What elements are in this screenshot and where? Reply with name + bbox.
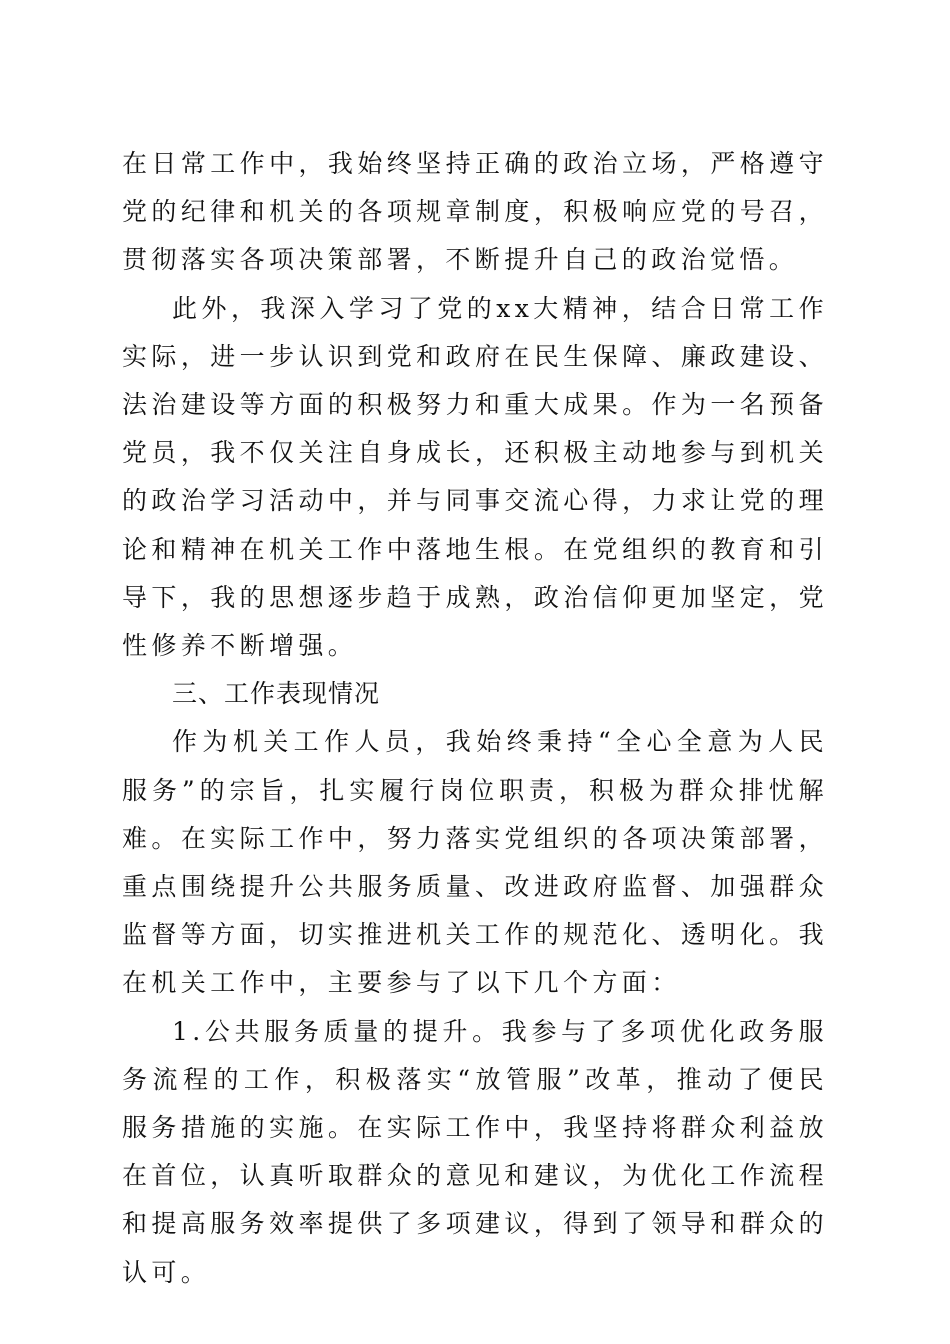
paragraph-public-service: 1.公共服务质量的提升。我参与了多项优化政务服务流程的工作，积极落实“放管服”改革，推动了便民服务措施的实施。在实际工作中，我坚持将群众利益放在首位，认真听取群众的意见和建议，为优化工作流程和提高服务效率提供了多项建议，得到了领导和群众的认可。 xyxy=(122,1016,828,1287)
paragraph-work-performance: 作为机关工作人员，我始终秉持“全心全意为人民服务”的宗旨，扎实履行岗位职责，积极为群众排忧解难。在实际工作中，努力落实党组织的各项决策部署，重点围绕提升公共服务质量、改进政府监督、加强群众监督等方面，切实推进机关工作的规范化、透明化。我在机关工作中，主要参与了以下几个方面： xyxy=(122,727,828,998)
paragraph-political-stance: 在日常工作中，我始终坚持正确的政治立场，严格遵守党的纪律和机关的各项规章制度，积极响应党的号召，贯彻落实各项决策部署，不断提升自己的政治觉悟。 xyxy=(122,149,828,275)
document-body xyxy=(122,140,828,1297)
paragraph-study: 此外，我深入学习了党的xx大精神，结合日常工作实际，进一步认识到党和政府在民生保障、廉政建设、法治建设等方面的积极努力和重大成果。作为一名预备党员，我不仅关注自身成长，还积极主动地参与到机关的政治学习活动中，并与同事交流心得，力求让党的理论和精神在机关工作中落地生根。在党组织的教育和引导下，我的思想逐步趋于成熟，政治信仰更加坚定，党性修养不断增强。 xyxy=(122,293,828,661)
section-heading: 三、工作表现情况 xyxy=(172,679,381,709)
